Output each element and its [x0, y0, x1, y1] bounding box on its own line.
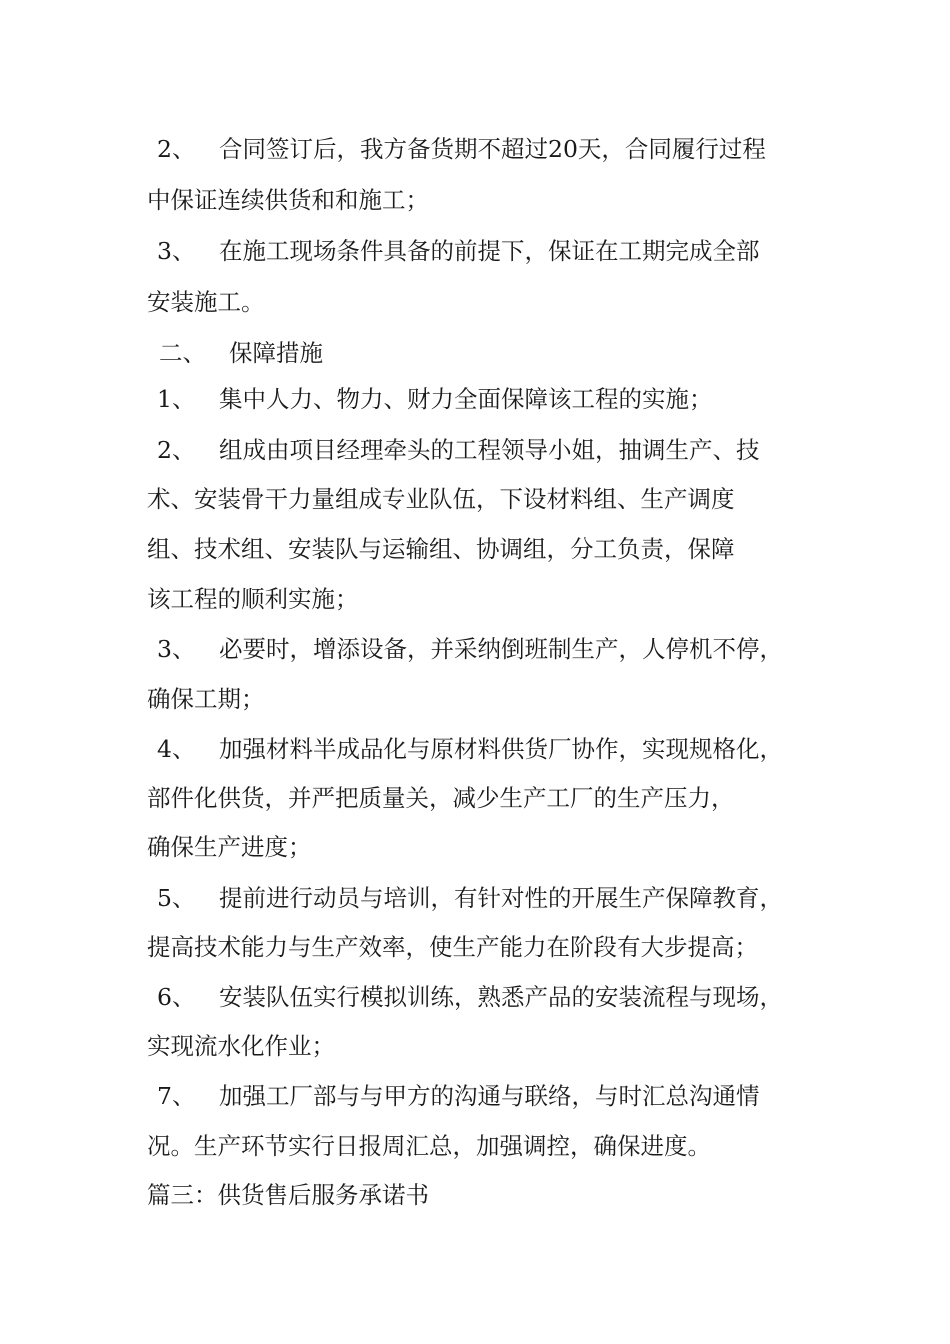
- item-number: 4、: [157, 735, 196, 763]
- item-number: 3、: [157, 635, 196, 663]
- item-number: 2、: [157, 436, 196, 464]
- text-line: [147, 734, 783, 764]
- line-text: 合同签订后，我方备货期不超过20天，合同履行过程: [219, 135, 766, 163]
- line-text: 部件化供货，并严把质量关，减少生产工厂的生产压力，: [147, 784, 735, 812]
- text-line: [147, 832, 312, 862]
- item-number: 2、: [157, 135, 196, 163]
- line-text: 安装施工。: [147, 288, 265, 316]
- line-text: 加强工厂部与与甲方的沟通与联络，与时汇总沟通情: [219, 1082, 760, 1110]
- line-text: 加强材料半成品化与原材料供货厂协作，实现规格化，: [219, 735, 783, 763]
- text-line: [147, 435, 760, 465]
- line-text: 提前进行动员与培训，有针对性的开展生产保障教育，: [219, 884, 783, 912]
- line-text: 该工程的顺利实施；: [147, 585, 359, 613]
- text-line: [147, 684, 265, 714]
- line-text: 提高技术能力与生产效率，使生产能力在阶段有大步提高；: [147, 933, 758, 961]
- text-line: [147, 134, 766, 164]
- line-text: 术、安装骨干力量组成专业队伍，下设材料组、生产调度: [147, 485, 735, 513]
- line-text: 实现流水化作业；: [147, 1032, 335, 1060]
- line-text: 必要时，增添设备，并采纳倒班制生产，人停机不停，: [219, 635, 783, 663]
- text-line: [147, 384, 713, 414]
- chapter-title: 篇三：供货售后服务承诺书: [147, 1181, 429, 1209]
- chapter-heading: [147, 1180, 429, 1210]
- text-line: [147, 634, 783, 664]
- line-text: 组成由项目经理牵头的工程领导小姐，抽调生产、技: [219, 436, 760, 464]
- text-line: [147, 584, 359, 614]
- text-line: [147, 185, 429, 215]
- item-number: 1、: [157, 385, 196, 413]
- text-line: [147, 1131, 711, 1161]
- text-line: [147, 982, 783, 1012]
- text-line: [147, 287, 265, 317]
- line-text: 集中人力、物力、财力全面保障该工程的实施；: [219, 385, 713, 413]
- line-text: 确保工期；: [147, 685, 265, 713]
- text-line: [147, 1081, 760, 1111]
- text-line: [147, 1031, 335, 1061]
- text-line: [147, 236, 760, 266]
- text-line: [147, 484, 735, 514]
- line-text: 确保生产进度；: [147, 833, 312, 861]
- item-number: 5、: [157, 884, 196, 912]
- line-text: 组、技术组、安装队与运输组、协调组，分工负责，保障: [147, 535, 735, 563]
- item-number: 6、: [157, 983, 196, 1011]
- section-title: 保障措施: [229, 339, 323, 367]
- section-heading: [147, 338, 323, 368]
- text-line: [147, 783, 735, 813]
- section-number: 二、: [159, 339, 206, 367]
- text-line: [147, 534, 735, 564]
- item-number: 3、: [157, 237, 196, 265]
- text-line: [147, 932, 758, 962]
- text-line: [147, 883, 783, 913]
- line-text: 安装队伍实行模拟训练，熟悉产品的安装流程与现场，: [219, 983, 783, 1011]
- item-number: 7、: [157, 1082, 196, 1110]
- line-text: 中保证连续供货和和施工；: [147, 186, 429, 214]
- line-text: 在施工现场条件具备的前提下，保证在工期完成全部: [219, 237, 760, 265]
- line-text: 况。生产环节实行日报周汇总，加强调控，确保进度。: [147, 1132, 711, 1160]
